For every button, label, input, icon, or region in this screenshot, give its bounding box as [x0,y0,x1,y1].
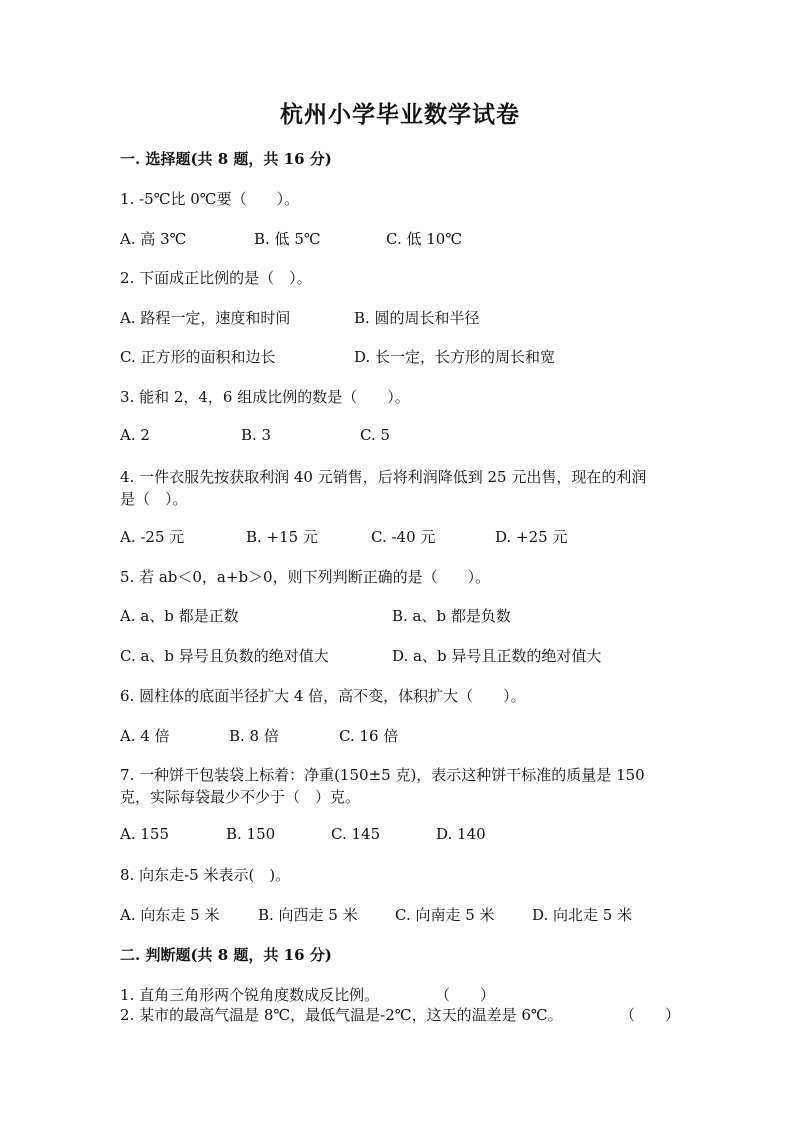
question-7: 7. 一种饼干包装袋上标着：净重(150±5 克)，表示这种饼干标准的质量是 150 克，实际每袋最少不少于（ ）克。 [120,766,645,806]
q1-option-c: C. 低 10℃ [386,230,463,248]
judgement-2: 2. 某市的最高气温是 8℃，最低气温是-2℃，这天的温差是 6℃。 [120,1006,563,1024]
q3-option-b: B. 3 [241,426,272,444]
question-4: 4. 一件衣服先按获取利润 40 元销售，后将利润降低到 25 元出售，现在的利润是（ ）。 [120,468,647,508]
q5-option-c: C. a、b 异号且负数的绝对值大 [120,647,329,665]
question-1: 1. -5℃比 0℃要（ ）。 [120,190,300,208]
q5-option-a: A. a、b 都是正数 [120,607,239,625]
q6-option-b: B. 8 倍 [229,727,279,745]
q5-option-d: D. a、b 异号且正数的绝对值大 [392,647,602,665]
q8-option-a: A. 向东走 5 米 [120,906,220,924]
q3-option-a: A. 2 [120,426,150,444]
question-3: 3. 能和 2，4，6 组成比例的数是（ ）。 [120,388,410,406]
question-2: 2. 下面成正比例的是（ ）。 [120,269,312,287]
question-8: 8. 向东走-5 米表示( )。 [120,866,291,884]
q8-option-d: D. 向北走 5 米 [532,906,633,924]
q2-option-a: A. 路程一定，速度和时间 [120,309,291,327]
q4-option-b: B. +15 元 [246,528,318,546]
q2-option-d: D. 长一定，长方形的周长和宽 [354,348,556,366]
q4-option-d: D. +25 元 [495,528,568,546]
q7-option-a: A. 155 [120,825,169,843]
q2-option-c: C. 正方形的面积和边长 [120,348,276,366]
q1-option-b: B. 低 5℃ [254,230,321,248]
question-6: 6. 圆柱体的底面半径扩大 4 倍，高不变，体积扩大（ ）。 [120,687,526,705]
q4-option-a: A. -25 元 [120,528,185,546]
section-heading-judgement: 二. 判断题(共 8 题，共 16 分) [120,946,332,964]
judgement-1-answer-blank: （ ） [435,986,496,1004]
question-5: 5. 若 ab＜0，a+b＞0，则下列判断正确的是（ ）。 [120,568,491,586]
judgement-2-answer-blank: （ ） [620,1006,681,1024]
q8-option-b: B. 向西走 5 米 [258,906,358,924]
exam-title: 杭州小学毕业数学试卷 [280,101,520,128]
q6-option-a: A. 4 倍 [120,727,170,745]
q3-option-c: C. 5 [360,426,391,444]
q7-option-c: C. 145 [331,825,381,843]
q2-option-b: B. 圆的周长和半径 [354,309,480,327]
q4-option-c: C. -40 元 [371,528,436,546]
q6-option-c: C. 16 倍 [339,727,399,745]
q7-option-d: D. 140 [436,825,486,843]
q5-option-b: B. a、b 都是负数 [392,607,511,625]
judgement-1: 1. 直角三角形两个锐角度数成反比例。 [120,986,380,1004]
q8-option-c: C. 向南走 5 米 [395,906,495,924]
q1-option-a: A. 高 3℃ [120,230,187,248]
section-heading-choice: 一. 选择题(共 8 题，共 16 分) [120,150,332,168]
q7-option-b: B. 150 [226,825,276,843]
